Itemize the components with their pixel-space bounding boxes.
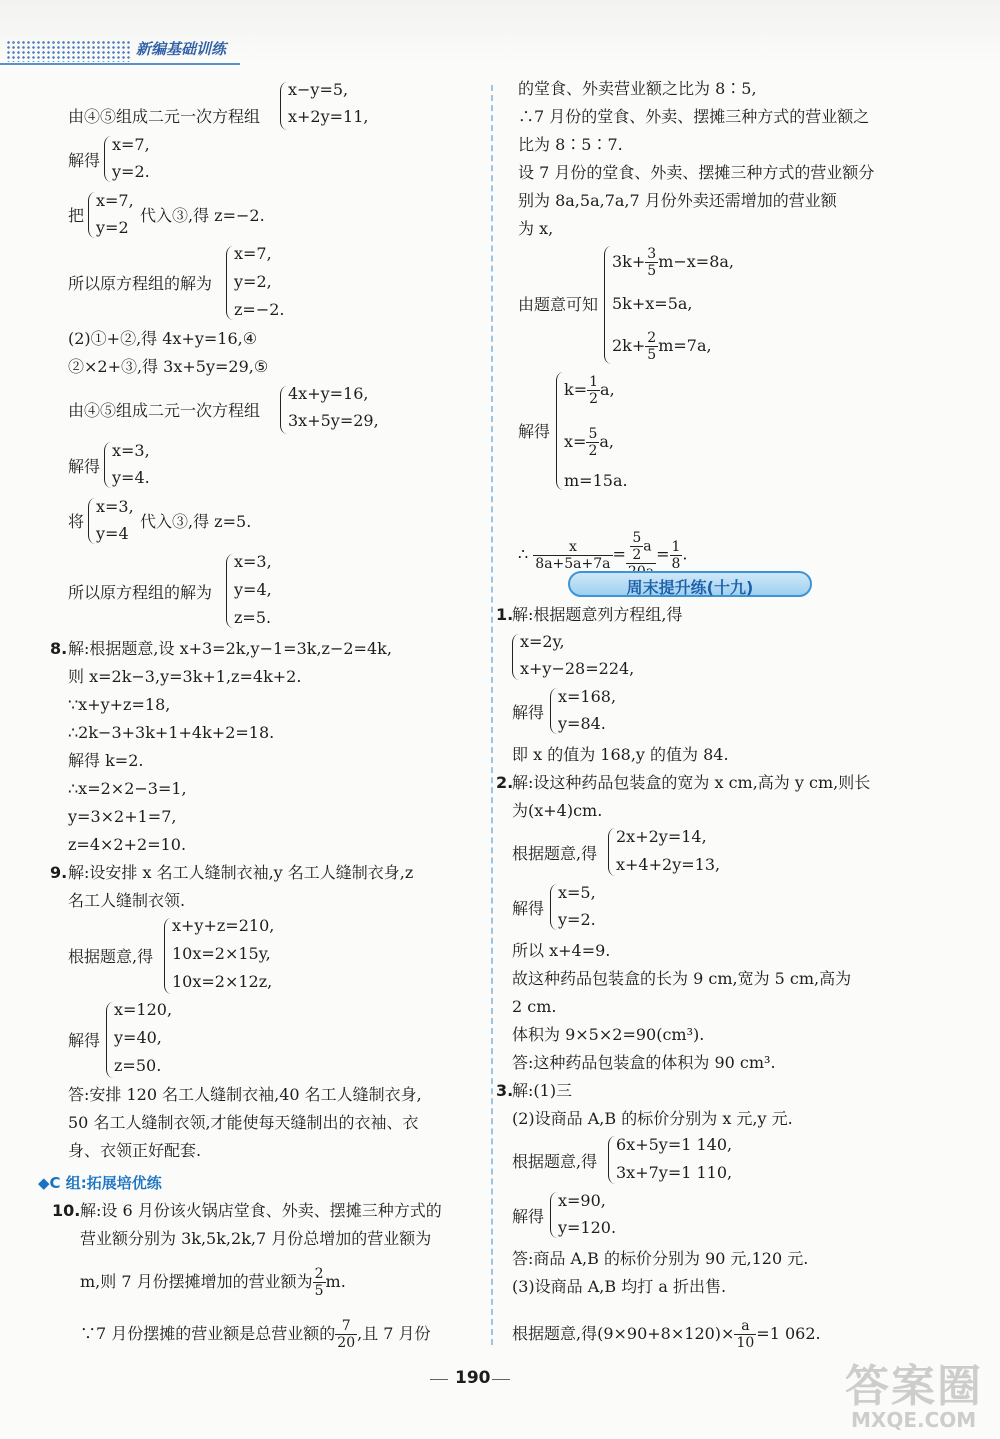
equation: 2x+2y=14, xyxy=(616,827,707,846)
brace xyxy=(104,442,111,488)
page-number-dash xyxy=(430,1379,448,1380)
equation: y=40, xyxy=(114,1028,162,1047)
text-line: 营业额分别为 3k,5k,2k,7 月份总增加的营业额为 xyxy=(80,1229,432,1248)
equation: z=−2. xyxy=(234,300,285,319)
equation: x+y−28=224, xyxy=(520,659,635,678)
denominator: 5 xyxy=(647,347,657,363)
text-line: 解得 xyxy=(518,422,551,441)
equation: x=7, xyxy=(112,135,150,154)
text-segment: k= xyxy=(564,380,588,399)
equation: x−y=5, xyxy=(288,80,349,99)
brace xyxy=(550,884,557,930)
brace xyxy=(104,136,111,182)
equation: x=3, xyxy=(112,441,150,460)
text-line: y=3×2+1=7, xyxy=(68,807,177,826)
equation: 3x+5y=29, xyxy=(288,411,379,430)
equation: y=4, xyxy=(234,580,272,599)
text-line: z=4×2+2=10. xyxy=(68,835,187,854)
brace xyxy=(608,828,615,876)
text-line: 即 x 的值为 168,y 的值为 84. xyxy=(512,745,729,764)
equation: z=5. xyxy=(234,608,272,627)
text-line: 将 xyxy=(68,512,85,531)
equation: y=120. xyxy=(558,1218,617,1237)
text-line: 名工人缝制衣领. xyxy=(68,891,186,910)
text-line: 根据题意,得 xyxy=(68,947,154,966)
header-title: 新编基础训练 xyxy=(136,40,227,58)
text-line: 代入③,得 z=−2. xyxy=(140,206,265,225)
numerator: 1 xyxy=(671,538,681,555)
text-line: 50 名工人缝制衣领,才能使每天缝制出的衣袖、衣 xyxy=(68,1113,419,1132)
denominator: 2 xyxy=(588,443,598,459)
equation xyxy=(564,374,615,407)
denominator: 8 xyxy=(671,555,681,572)
text-line: 把 xyxy=(68,206,85,225)
text-segment: m. xyxy=(325,1272,346,1291)
text-line xyxy=(80,1266,346,1299)
numerator: x xyxy=(533,539,612,556)
question-number: 3. xyxy=(496,1081,514,1100)
equation: x+2y=11, xyxy=(288,107,369,126)
text-line: ②×2+③,得 3x+5y=29,⑤ xyxy=(68,357,269,376)
inner-fraction xyxy=(630,530,643,563)
equation: x=3, xyxy=(96,497,134,516)
equation: x=7, xyxy=(234,244,272,263)
fraction xyxy=(586,426,599,459)
text-line: 别为 8a,5a,7a,7 月份外卖还需增加的营业额 xyxy=(518,191,837,210)
brace xyxy=(550,1192,557,1238)
brace xyxy=(608,1136,615,1184)
text-segment: x= xyxy=(564,432,587,451)
text-line: 所以 x+4=9. xyxy=(512,941,611,960)
header-rule xyxy=(0,63,240,65)
equation: y=4 xyxy=(96,524,129,543)
text-line: (3)设商品 A,B 均打 a 折出售. xyxy=(512,1277,727,1296)
text-line: 解得 k=2. xyxy=(68,751,144,770)
equation: y=2. xyxy=(558,910,596,929)
banner-title: 周末提升练(十九) xyxy=(626,578,754,597)
brace xyxy=(512,634,519,680)
equation: 10x=2×12z, xyxy=(172,972,273,991)
numerator: 7 xyxy=(335,1318,357,1335)
question-number: 1. xyxy=(496,605,514,624)
denominator: 10 xyxy=(736,1335,755,1351)
text-line: 体积为 9×5×2=90(cm³). xyxy=(512,1025,705,1044)
equation: x+y+z=210, xyxy=(172,916,275,935)
equation: x=5, xyxy=(558,883,596,902)
text-line: 的堂食、外卖营业额之比为 8∶5, xyxy=(518,79,757,98)
text-line: 为(x+4)cm. xyxy=(512,801,603,820)
text-line: 答:商品 A,B 的标价分别为 90 元,120 元. xyxy=(512,1249,809,1268)
watermark-logo-text: 答案圈 xyxy=(845,1361,983,1412)
brace xyxy=(550,688,557,734)
weekend-practice-banner xyxy=(568,571,812,597)
equation: 4x+y=16, xyxy=(288,384,369,403)
denominator: 5 xyxy=(314,1283,324,1299)
text-line: 解:根据题意列方程组,得 xyxy=(512,605,683,624)
equation: 6x+5y=1 140, xyxy=(616,1135,733,1154)
brace xyxy=(226,554,233,628)
equation: x=3, xyxy=(234,552,272,571)
fraction xyxy=(645,330,658,363)
equation: x=90, xyxy=(558,1191,606,1210)
numerator: 3 xyxy=(647,246,657,262)
text-line: 解得 xyxy=(68,1031,101,1050)
equation: y=2, xyxy=(234,272,272,291)
text-line: (2)①+②,得 4x+y=16,④ xyxy=(68,329,258,348)
text-line: 设 7 月份的堂食、外卖、摆摊三种方式的营业额分 xyxy=(518,163,875,182)
equation: x=168, xyxy=(558,687,617,706)
brace xyxy=(604,246,611,364)
text-line: 解:根据题意,设 x+3=2k,y−1=3k,z−2=4k, xyxy=(68,639,392,658)
equation: y=4. xyxy=(112,468,150,487)
denominator: 5 xyxy=(647,263,657,279)
text-line: 由④⑤组成二元一次方程组 xyxy=(68,401,261,420)
equation xyxy=(612,330,712,363)
fraction xyxy=(645,246,658,279)
fraction xyxy=(533,539,612,572)
denominator: 8a+5a+7a xyxy=(535,555,611,572)
text-segment: m−x=8a, xyxy=(658,252,735,271)
equation: x=120, xyxy=(114,1000,173,1019)
text-line: 代入③,得 z=5. xyxy=(140,512,252,531)
text-line: 则 x=2k−3,y=3k+1,z=4k+2. xyxy=(68,667,302,686)
text-segment: a, xyxy=(600,380,615,399)
page-number-dash xyxy=(492,1379,510,1380)
text-line: 身、衣领正好配套. xyxy=(68,1141,202,1160)
text-line: 答:这种药品包装盒的体积为 90 cm³. xyxy=(512,1053,776,1072)
text-segment: m=7a, xyxy=(658,336,712,355)
text-segment: ∴ xyxy=(518,544,529,564)
text-line: (2)设商品 A,B 的标价分别为 x 元,y 元. xyxy=(512,1109,793,1128)
fraction xyxy=(670,539,683,572)
text-segment: 根据题意,得(9×90+8×120)× xyxy=(512,1324,735,1343)
text-segment: =1 062. xyxy=(756,1324,821,1343)
text-line: 比为 8∶5∶7. xyxy=(518,135,623,154)
text-segment: . xyxy=(682,544,688,564)
equation: y=84. xyxy=(558,714,606,733)
text-line: 解:设安排 x 名工人缝制衣袖,y 名工人缝制衣身,z xyxy=(68,863,414,882)
fraction xyxy=(734,1318,756,1351)
text-line: 根据题意,得 xyxy=(512,1152,598,1171)
column-divider xyxy=(491,85,493,1345)
text-line: 解得 xyxy=(512,899,545,918)
text-line: 所以原方程组的解为 xyxy=(68,583,213,602)
numerator: 2 xyxy=(647,330,657,346)
equation: y=2. xyxy=(112,162,150,181)
text-line: 解得 xyxy=(68,151,101,170)
equation xyxy=(612,246,734,279)
text-line: 答:安排 120 名工人缝制衣袖,40 名工人缝制衣身, xyxy=(68,1085,422,1104)
text-segment: = xyxy=(612,544,626,564)
text-segment: a, xyxy=(599,432,614,451)
brace xyxy=(164,918,171,994)
equation: x=7, xyxy=(96,191,134,210)
brace xyxy=(280,386,287,434)
text-line: 解:设 6 月份该火锅店堂食、外卖、摆摊三种方式的 xyxy=(80,1201,442,1220)
question-number: 8. xyxy=(50,639,68,658)
section-c-heading: ◆C 组:拓展培优练 xyxy=(38,1174,162,1192)
equation: x+4+2y=13, xyxy=(616,855,721,874)
denominator: 20 xyxy=(337,1335,356,1351)
question-number: 9. xyxy=(50,863,68,882)
text-line: ∴2k−3+3k+1+4k+2=18. xyxy=(68,723,275,742)
watermark-url: MXQE.COM xyxy=(851,1408,977,1432)
numerator xyxy=(626,530,656,564)
equation: x=2y, xyxy=(520,632,565,651)
text-line: ∴7 月份的堂食、外卖、摆摊三种方式的营业额之 xyxy=(518,107,870,126)
brace xyxy=(106,1002,113,1078)
text-line xyxy=(512,1318,821,1351)
text-line: ∵x+y+z=18, xyxy=(68,695,171,714)
text-line: 为 x, xyxy=(518,219,554,238)
numerator: 5 xyxy=(588,426,598,442)
text-segment: m,则 7 月份摆摊增加的营业额为 xyxy=(80,1272,313,1291)
denominator: 2 xyxy=(589,391,599,407)
fraction xyxy=(587,374,600,407)
text-segment: ∵7 月份摆摊的营业额是总营业额的 xyxy=(80,1324,336,1343)
watermark xyxy=(845,1350,995,1435)
question-number: 2. xyxy=(496,773,514,792)
fraction xyxy=(335,1318,357,1351)
text-line: 故这种药品包装盒的长为 9 cm,宽为 5 cm,高为 xyxy=(512,969,852,988)
equation: 3x+7y=1 110, xyxy=(616,1163,733,1182)
numerator: 5 xyxy=(632,530,642,546)
equation: 5k+x=5a, xyxy=(612,294,693,313)
page-number: 190 xyxy=(455,1368,491,1388)
denominator: 2 xyxy=(632,547,642,563)
text-line: 解得 xyxy=(68,457,101,476)
text-line: 解得 xyxy=(512,1207,545,1226)
text-line: 由④⑤组成二元一次方程组 xyxy=(68,107,261,126)
question-number: 10. xyxy=(52,1201,81,1220)
fraction xyxy=(313,1266,326,1299)
numerator: a xyxy=(734,1318,756,1335)
text-segment: a xyxy=(643,538,652,555)
header-dot-pattern xyxy=(6,40,131,62)
text-segment: ,且 7 月份 xyxy=(357,1324,431,1343)
brace xyxy=(88,192,95,238)
equation xyxy=(564,426,614,459)
brace xyxy=(556,372,563,490)
text-line: 所以原方程组的解为 xyxy=(68,274,213,293)
text-line: 2 cm. xyxy=(512,997,557,1016)
equation: y=2 xyxy=(96,218,129,237)
text-line: ∴x=2×2−3=1, xyxy=(68,779,187,798)
numerator: 1 xyxy=(589,374,599,390)
equation: 10x=2×15y, xyxy=(172,944,271,963)
equation: z=50. xyxy=(114,1056,162,1075)
text-segment: = xyxy=(656,544,670,564)
equation: m=15a. xyxy=(564,471,628,490)
numerator: 2 xyxy=(314,1266,324,1282)
brace xyxy=(88,498,95,544)
text-line: 根据题意,得 xyxy=(512,844,598,863)
text-segment: 2k+ xyxy=(612,336,646,355)
text-line xyxy=(80,1318,431,1351)
text-segment: 3k+ xyxy=(612,252,646,271)
text-line: 解得 xyxy=(512,703,545,722)
brace xyxy=(226,246,233,320)
text-line: 由题意可知 xyxy=(518,295,599,314)
text-line: 解:(1)三 xyxy=(512,1081,573,1100)
brace xyxy=(280,82,287,130)
text-line: 解:设这种药品包装盒的宽为 x cm,高为 y cm,则长 xyxy=(512,773,871,792)
